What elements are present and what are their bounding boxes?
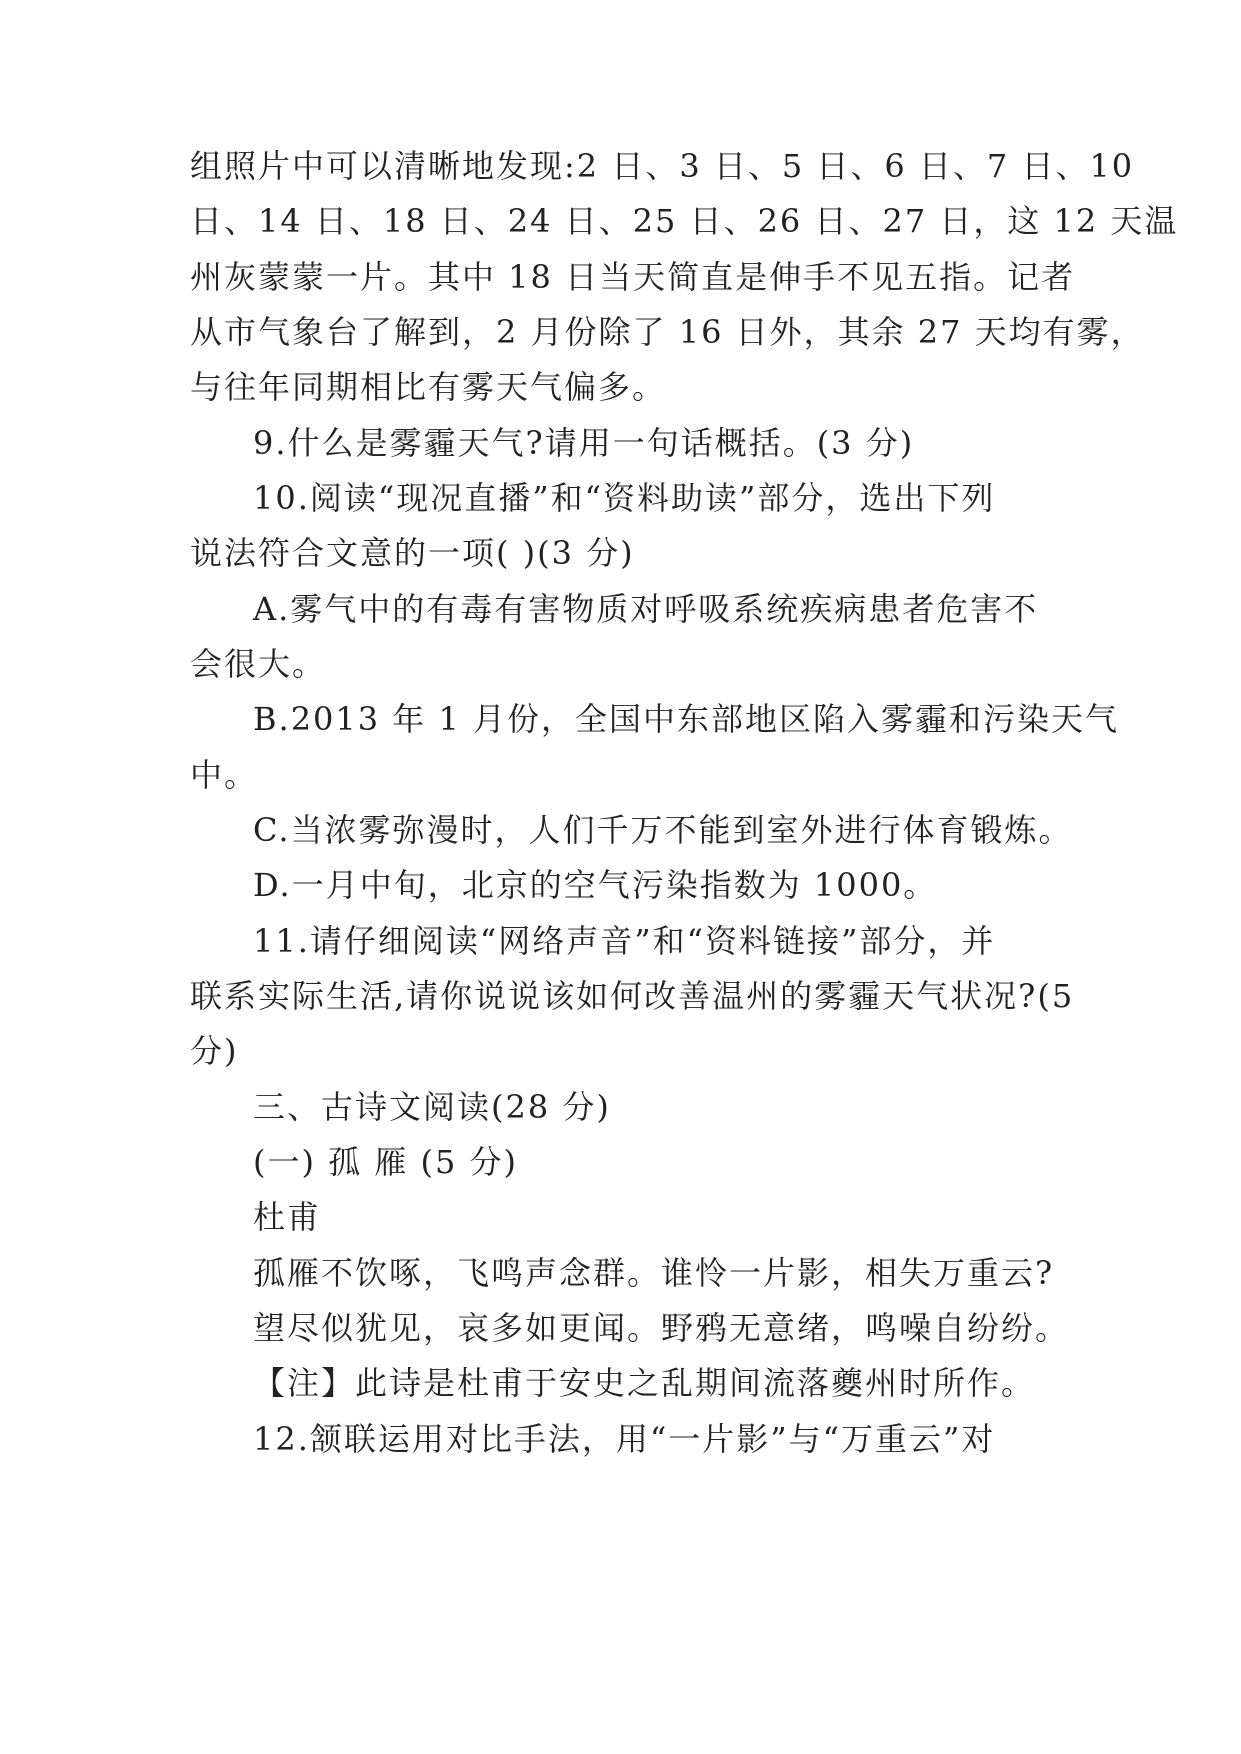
section-heading: 三、古诗文阅读(28 分)	[253, 1088, 611, 1126]
question-9: 9.什么是雾霾天气?请用一句话概括。(3 分)	[253, 424, 915, 462]
poem-note: 【注】此诗是杜甫于安史之乱期间流落夔州时所作。	[253, 1364, 1036, 1402]
text-line: 组照片中可以清晰地发现:2 日、3 日、5 日、6 日、7 日、10	[190, 147, 1135, 185]
option-a: A.雾气中的有毒有害物质对呼吸系统疾病患者危害不	[253, 590, 1039, 628]
text-line: 中。	[190, 756, 259, 794]
poem-author: 杜甫	[253, 1198, 322, 1236]
text-line: 分)	[190, 1032, 239, 1070]
question-12: 12.颔联运用对比手法，用“一片影”与“万重云”对	[253, 1420, 996, 1458]
text-line: 说法符合文意的一项( )(3 分)	[190, 534, 635, 572]
option-b: B.2013 年 1 月份，全国中东部地区陷入雾霾和污染天气	[253, 700, 1120, 738]
text-line: 从市气象台了解到，2 月份除了 16 日外，其余 27 天均有雾，	[190, 313, 1145, 351]
text-line: 会很大。	[190, 645, 327, 683]
option-d: D.一月中旬，北京的空气污染指数为 1000。	[253, 866, 938, 904]
poem-line: 孤雁不饮啄，飞鸣声念群。谁怜一片影，相失万重云?	[253, 1254, 1055, 1292]
text-line: 与往年同期相比有雾天气偏多。	[190, 368, 667, 406]
question-11: 11.请仔细阅读“网络声音”和“资料链接”部分，并	[253, 922, 996, 960]
text-line: 联系实际生活,请你说说该如何改善温州的雾霾天气状况?(5	[190, 977, 1075, 1015]
question-10: 10.阅读“现况直播”和“资料助读”部分，选出下列	[253, 479, 996, 517]
text-line: 州灰蒙蒙一片。其中 18 日当天简直是伸手不见五指。记者	[190, 258, 1076, 296]
option-c: C.当浓雾弥漫时，人们千万不能到室外进行体育锻炼。	[253, 811, 1073, 849]
poem-title: (一) 孤 雁 (5 分)	[253, 1143, 518, 1181]
text-line: 日、14 日、18 日、24 日、25 日、26 日、27 日，这 12 天温	[190, 202, 1179, 240]
poem-line: 望尽似犹见，哀多如更闻。野鸦无意绪，鸣噪自纷纷。	[253, 1309, 1070, 1347]
